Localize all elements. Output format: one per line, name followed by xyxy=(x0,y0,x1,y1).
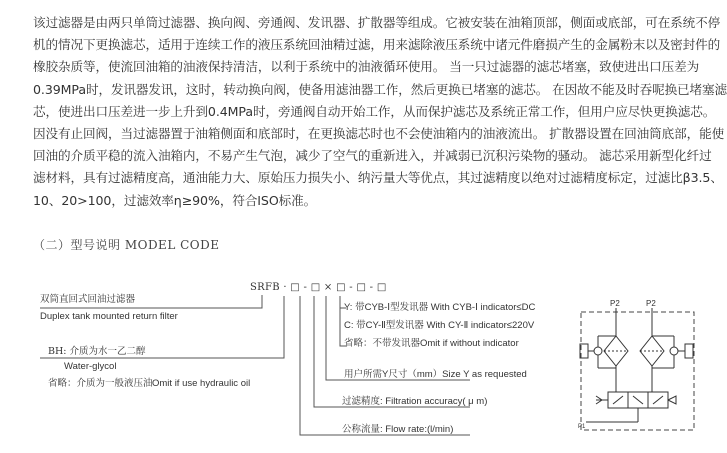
label-indicator-c: C: 带CY-Ⅱ型发讯器 With CY-Ⅱ indicator≤220V xyxy=(344,320,535,331)
description-line: 10、20>100，过滤效率η≥90%，符合ISO标准。 xyxy=(33,192,317,208)
label-p2-right: P2 xyxy=(646,299,656,308)
label-p2-left: P2 xyxy=(610,299,620,308)
model-code-string: SRFB · □ - □ × □ - □ - □ xyxy=(250,282,387,293)
description-line: 橡胶杂质等，使流回油箱的油液保持清洁，以利于系统中的油液循环使用。 当一只过滤器的滤芯堵塞，致使进出口压差为 xyxy=(33,59,700,75)
description-line: 因没有止回阀，当过滤器置于油箱侧面和底部时，在更换滤芯时也不会使油箱内的油液流出。 扩散器设置在回油筒底部，能使 xyxy=(33,126,725,142)
label-omit-cn: 省略：介质为一般液压油 xyxy=(48,378,153,389)
indicator-right-icon xyxy=(685,344,693,358)
description-line: 该过滤器是由两只单筒过滤器、换向阀、旁通阀、发讯器、扩散器等组成。它被安装在油箱顶部，侧面或底部，可在系统不停 xyxy=(33,15,721,30)
label-omit-en: Omit if use hydraulic oil xyxy=(152,378,251,389)
label-filtration-accuracy: 过滤精度: Filtration accuracy( μ m) xyxy=(342,396,488,407)
label-flow-rate: 公称流量: Flow rate:(l/min) xyxy=(342,424,454,435)
label-name-cn: 双筒直回式回油过滤器 xyxy=(40,294,136,305)
hydraulic-symbol-diagram xyxy=(580,296,696,446)
check-valve-left-icon xyxy=(594,347,602,355)
label-indicator-y: Y: 带CYB-Ⅰ型发讯器 With CYB-Ⅰ indicator≤DC xyxy=(344,302,536,313)
label-size-y: 用户所需Y尺寸（mm）Size Y as requested xyxy=(344,369,527,380)
label-p1: P1 xyxy=(578,424,586,430)
description-line: 滤材料，具有过滤精度高，通油能力大、原始压力损失小、纳污量大等优点，其过滤精度以绝对过滤精度标定，过滤比β3.5、 xyxy=(33,170,723,186)
label-bh-en: Water-glycol xyxy=(64,361,117,372)
label-indicator-omit: 省略：不带发讯器Omit if without indicator xyxy=(344,338,519,349)
model-code-heading: （二）型号说明 MODEL CODE xyxy=(33,238,220,252)
description-line: 0.39MPa时，发讯器发讯，这时，转动换向阀，使备用滤油器工作，然后更换已堵塞的滤芯。 在因故不能及时吞呢换已堵塞滤 xyxy=(33,81,727,97)
check-valve-right-icon xyxy=(670,347,678,355)
description-line: 回油的介质平稳的流入油箱内，不易产生气泡，减少了空气的重新进入，并减弱已沉积污染物的骚动。 滤芯采用新型化纤过 xyxy=(33,148,712,164)
description-line: 芯，使进出口压差进一步上升到0.4MPa时，旁通阀自动开始工作，从而保护滤芯及系统正常工作，但用户应尽快更换滤芯。 xyxy=(33,103,716,119)
description-line: 机的情况下更换滤芯，适用于连续工作的液压系统回油精过滤，用来滤除液压系统中诸元件磨损产生的金属粉末以及密封件的 xyxy=(33,37,721,53)
label-bh-cn: BH: 介质为水一乙二醇 xyxy=(48,346,146,357)
label-name-en: Duplex tank mounted return filter xyxy=(40,311,178,322)
